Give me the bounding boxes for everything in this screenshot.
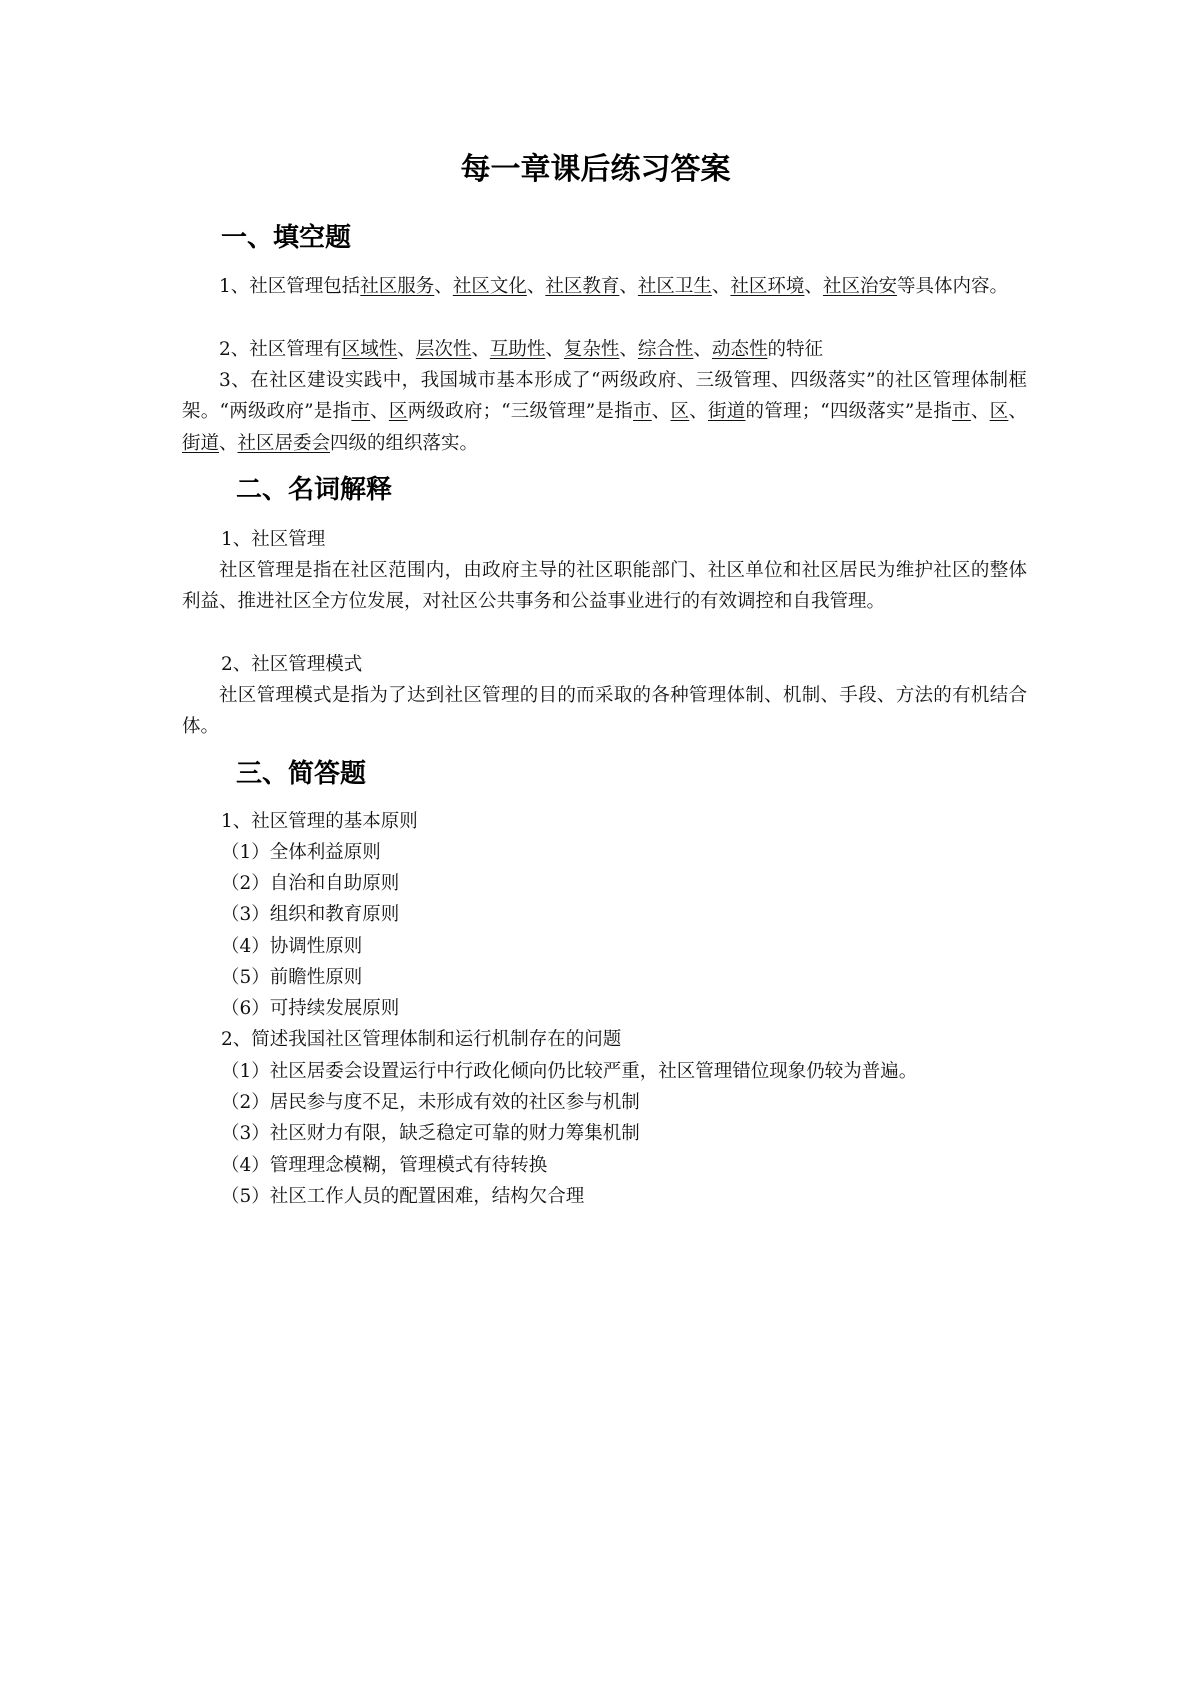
separator: 、 (526, 276, 546, 297)
separator: 、 (689, 401, 708, 423)
definition-term: 1、社区管理 (221, 529, 326, 550)
answer-line: 1、社区管理的基本原则 (221, 811, 418, 832)
answer-blank: 区 (670, 401, 690, 423)
text: 两级政府；“三级管理”是指 (407, 401, 633, 423)
fill-in-question-1 (182, 271, 1027, 302)
answer-blank: 区 (388, 401, 408, 423)
answer-line: （6）可持续发展原则 (221, 998, 400, 1019)
separator: 、 (219, 432, 238, 454)
separator: 、 (711, 276, 731, 297)
answer-line: （1）全体利益原则 (221, 842, 381, 863)
separator: 、 (370, 401, 389, 423)
text: 的特征 (767, 339, 823, 360)
separator: 、 (545, 339, 564, 360)
separator: 、 (619, 339, 638, 360)
answer-blank: 市 (952, 401, 971, 423)
answer-blank: 动态性 (711, 339, 768, 360)
answer-line: （5）前瞻性原则 (221, 967, 363, 988)
answer-blank: 社区文化 (452, 276, 527, 297)
separator: 、 (397, 339, 416, 360)
section-heading-fill-in: 一、填空题 (221, 223, 352, 253)
separator: 、 (651, 401, 671, 423)
separator: 、 (471, 339, 490, 360)
answer-blank: 社区治安 (822, 276, 897, 297)
answer-line: （4）管理理念模糊，管理模式有待转换 (221, 1155, 548, 1176)
answer-blank: 复杂性 (563, 339, 620, 360)
answer-blank: 互助性 (489, 339, 546, 360)
fill-in-question-3 (182, 365, 1027, 459)
answer-blank: 街道 (708, 401, 746, 423)
separator: 、 (434, 276, 453, 297)
separator: 、 (693, 339, 712, 360)
separator: 、 (619, 276, 638, 297)
answer-blank: 市 (633, 401, 652, 423)
fill-in-question-2 (182, 334, 1027, 365)
answer-blank: 社区居委会 (237, 432, 331, 454)
answer-line: （2）自治和自助原则 (221, 873, 400, 894)
text: 1、社区管理包括 (219, 276, 361, 297)
separator: 、 (1008, 401, 1027, 423)
definition-paragraph: 社区管理是指在社区范围内，由政府主导的社区职能部门、社区单位和社区居民为维护社区的整体利益、推进社区全方位发展，对社区公共事务和公益事业进行的有效调控和自我管理。 (182, 560, 1027, 613)
answer-blank: 区域性 (341, 339, 398, 360)
definition-term: 2、社区管理模式 (221, 654, 363, 675)
answer-line: （4）协调性原则 (221, 936, 363, 957)
answer-line: （3）社区财力有限，缺乏稳定可靠的财力筹集机制 (221, 1123, 640, 1144)
answer-blank: 市 (351, 401, 371, 423)
definition-paragraph: 社区管理模式是指为了达到社区管理的目的而采取的各种管理体制、机制、手段、方法的有机结合体。 (182, 685, 1027, 738)
answer-blank: 区 (989, 401, 1009, 423)
answer-blank: 社区教育 (545, 276, 620, 297)
answer-blank: 层次性 (415, 339, 472, 360)
answer-blank: 街道 (182, 432, 220, 454)
answer-blank: 综合性 (637, 339, 694, 360)
separator: 、 (970, 401, 990, 423)
answer-blank: 社区环境 (730, 276, 805, 297)
text: 等具体内容。 (896, 276, 1008, 297)
answer-line: 2、简述我国社区管理体制和运行机制存在的问题 (221, 1029, 622, 1050)
answer-line: （2）居民参与度不足，未形成有效的社区参与机制 (221, 1092, 640, 1113)
text: 3、在社区建设实践中，我国城市基本形成了“两级政府、三级管理、四级落实”的社区管理体制框架。“两级政府”是指 (182, 370, 1027, 423)
text: 2、社区管理有 (219, 339, 342, 360)
answer-line: （1）社区居委会设置运行中行政化倾向仍比较严重，社区管理错位现象仍较为普遍。 (221, 1061, 918, 1082)
answer-line: （5）社区工作人员的配置困难，结构欠合理 (221, 1186, 585, 1207)
text: 的管理；“四级落实”是指 (745, 401, 953, 423)
answer-line: （3）组织和教育原则 (221, 904, 400, 925)
answer-blank: 社区服务 (360, 276, 435, 297)
section-heading-short-answer: 三、简答题 (236, 759, 367, 789)
section-heading-definitions: 二、名词解释 (236, 475, 393, 505)
separator: 、 (804, 276, 823, 297)
text: 四级的组织落实。 (330, 432, 479, 454)
page-title: 每一章课后练习答案 (460, 152, 731, 187)
answer-blank: 社区卫生 (637, 276, 712, 297)
